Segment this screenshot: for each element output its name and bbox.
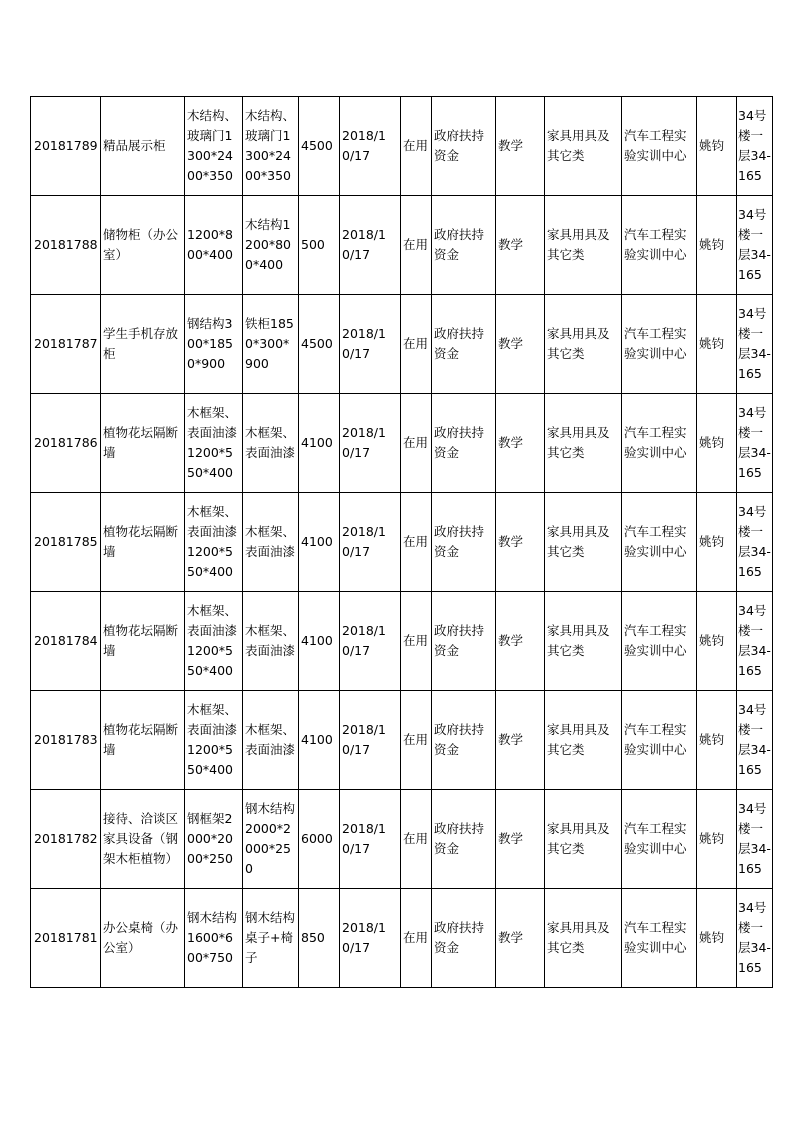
department-cell: 汽车工程实验实训中心 bbox=[622, 295, 697, 394]
custodian-cell: 姚钧 bbox=[697, 394, 737, 493]
spec-cell: 木框架、表面油漆1200*550*400 bbox=[185, 493, 243, 592]
location-cell: 34号楼一层34-165 bbox=[737, 196, 773, 295]
asset-name-cell: 植物花坛隔断墙 bbox=[101, 394, 185, 493]
funding-source-cell: 政府扶持资金 bbox=[432, 790, 496, 889]
category-cell: 家具用具及其它类 bbox=[545, 394, 622, 493]
status-cell: 在用 bbox=[401, 790, 432, 889]
custodian-cell: 姚钧 bbox=[697, 592, 737, 691]
price-cell: 4100 bbox=[299, 493, 340, 592]
table-row bbox=[31, 691, 773, 790]
asset-name-cell: 植物花坛隔断墙 bbox=[101, 691, 185, 790]
spec-cell: 木框架、表面油漆1200*550*400 bbox=[185, 592, 243, 691]
asset-name-cell: 接待、洽谈区家具设备（钢架木柜植物） bbox=[101, 790, 185, 889]
price-cell: 4500 bbox=[299, 97, 340, 196]
price-cell: 4100 bbox=[299, 691, 340, 790]
status-cell: 在用 bbox=[401, 889, 432, 988]
location-cell: 34号楼一层34-165 bbox=[737, 493, 773, 592]
funding-source-cell: 政府扶持资金 bbox=[432, 295, 496, 394]
date-cell: 2018/10/17 bbox=[340, 592, 401, 691]
asset-id-cell: 20181785 bbox=[31, 493, 101, 592]
location-cell: 34号楼一层34-165 bbox=[737, 592, 773, 691]
model-cell: 木框架、表面油漆 bbox=[243, 493, 299, 592]
spec-cell: 钢框架2000*2000*250 bbox=[185, 790, 243, 889]
category-cell: 家具用具及其它类 bbox=[545, 196, 622, 295]
department-cell: 汽车工程实验实训中心 bbox=[622, 790, 697, 889]
model-cell: 木框架、表面油漆 bbox=[243, 691, 299, 790]
price-cell: 6000 bbox=[299, 790, 340, 889]
category-cell: 家具用具及其它类 bbox=[545, 97, 622, 196]
spec-cell: 木框架、表面油漆1200*550*400 bbox=[185, 394, 243, 493]
date-cell: 2018/10/17 bbox=[340, 394, 401, 493]
asset-id-cell: 20181786 bbox=[31, 394, 101, 493]
purpose-cell: 教学 bbox=[496, 97, 545, 196]
purpose-cell: 教学 bbox=[496, 394, 545, 493]
model-cell: 木结构、玻璃门1300*2400*350 bbox=[243, 97, 299, 196]
model-cell: 铁柜1850*300*900 bbox=[243, 295, 299, 394]
asset-id-cell: 20181782 bbox=[31, 790, 101, 889]
table-row bbox=[31, 295, 773, 394]
purpose-cell: 教学 bbox=[496, 196, 545, 295]
funding-source-cell: 政府扶持资金 bbox=[432, 394, 496, 493]
asset-name-cell: 办公桌椅（办公室） bbox=[101, 889, 185, 988]
location-cell: 34号楼一层34-165 bbox=[737, 790, 773, 889]
purpose-cell: 教学 bbox=[496, 889, 545, 988]
category-cell: 家具用具及其它类 bbox=[545, 592, 622, 691]
department-cell: 汽车工程实验实训中心 bbox=[622, 97, 697, 196]
price-cell: 4100 bbox=[299, 592, 340, 691]
department-cell: 汽车工程实验实训中心 bbox=[622, 394, 697, 493]
status-cell: 在用 bbox=[401, 493, 432, 592]
date-cell: 2018/10/17 bbox=[340, 493, 401, 592]
asset-id-cell: 20181783 bbox=[31, 691, 101, 790]
department-cell: 汽车工程实验实训中心 bbox=[622, 592, 697, 691]
asset-inventory-table bbox=[30, 96, 773, 988]
spec-cell: 木结构、玻璃门1300*2400*350 bbox=[185, 97, 243, 196]
table-row bbox=[31, 889, 773, 988]
funding-source-cell: 政府扶持资金 bbox=[432, 196, 496, 295]
spec-cell: 钢木结构1600*600*750 bbox=[185, 889, 243, 988]
date-cell: 2018/10/17 bbox=[340, 295, 401, 394]
price-cell: 4500 bbox=[299, 295, 340, 394]
asset-id-cell: 20181784 bbox=[31, 592, 101, 691]
model-cell: 木结构1200*800*400 bbox=[243, 196, 299, 295]
purpose-cell: 教学 bbox=[496, 790, 545, 889]
model-cell: 木框架、表面油漆 bbox=[243, 394, 299, 493]
spec-cell: 1200*800*400 bbox=[185, 196, 243, 295]
location-cell: 34号楼一层34-165 bbox=[737, 889, 773, 988]
price-cell: 4100 bbox=[299, 394, 340, 493]
date-cell: 2018/10/17 bbox=[340, 196, 401, 295]
status-cell: 在用 bbox=[401, 97, 432, 196]
table-body bbox=[31, 97, 773, 988]
asset-name-cell: 精品展示柜 bbox=[101, 97, 185, 196]
spec-cell: 钢结构300*1850*900 bbox=[185, 295, 243, 394]
table-row bbox=[31, 493, 773, 592]
table-row bbox=[31, 97, 773, 196]
purpose-cell: 教学 bbox=[496, 691, 545, 790]
status-cell: 在用 bbox=[401, 196, 432, 295]
purpose-cell: 教学 bbox=[496, 493, 545, 592]
spec-cell: 木框架、表面油漆1200*550*400 bbox=[185, 691, 243, 790]
asset-name-cell: 植物花坛隔断墙 bbox=[101, 592, 185, 691]
category-cell: 家具用具及其它类 bbox=[545, 493, 622, 592]
date-cell: 2018/10/17 bbox=[340, 889, 401, 988]
custodian-cell: 姚钧 bbox=[697, 196, 737, 295]
location-cell: 34号楼一层34-165 bbox=[737, 691, 773, 790]
funding-source-cell: 政府扶持资金 bbox=[432, 691, 496, 790]
status-cell: 在用 bbox=[401, 295, 432, 394]
model-cell: 木框架、表面油漆 bbox=[243, 592, 299, 691]
table-row bbox=[31, 592, 773, 691]
department-cell: 汽车工程实验实训中心 bbox=[622, 691, 697, 790]
price-cell: 500 bbox=[299, 196, 340, 295]
table-row bbox=[31, 196, 773, 295]
table-row bbox=[31, 394, 773, 493]
custodian-cell: 姚钧 bbox=[697, 493, 737, 592]
model-cell: 钢木结构2000*2000*250 bbox=[243, 790, 299, 889]
department-cell: 汽车工程实验实训中心 bbox=[622, 889, 697, 988]
funding-source-cell: 政府扶持资金 bbox=[432, 889, 496, 988]
location-cell: 34号楼一层34-165 bbox=[737, 394, 773, 493]
asset-name-cell: 储物柜（办公室） bbox=[101, 196, 185, 295]
custodian-cell: 姚钧 bbox=[697, 889, 737, 988]
asset-id-cell: 20181781 bbox=[31, 889, 101, 988]
funding-source-cell: 政府扶持资金 bbox=[432, 592, 496, 691]
price-cell: 850 bbox=[299, 889, 340, 988]
department-cell: 汽车工程实验实训中心 bbox=[622, 493, 697, 592]
model-cell: 钢木结构桌子+椅子 bbox=[243, 889, 299, 988]
category-cell: 家具用具及其它类 bbox=[545, 295, 622, 394]
custodian-cell: 姚钧 bbox=[697, 97, 737, 196]
purpose-cell: 教学 bbox=[496, 592, 545, 691]
custodian-cell: 姚钧 bbox=[697, 790, 737, 889]
date-cell: 2018/10/17 bbox=[340, 691, 401, 790]
asset-id-cell: 20181788 bbox=[31, 196, 101, 295]
asset-id-cell: 20181789 bbox=[31, 97, 101, 196]
asset-id-cell: 20181787 bbox=[31, 295, 101, 394]
category-cell: 家具用具及其它类 bbox=[545, 691, 622, 790]
department-cell: 汽车工程实验实训中心 bbox=[622, 196, 697, 295]
status-cell: 在用 bbox=[401, 394, 432, 493]
category-cell: 家具用具及其它类 bbox=[545, 790, 622, 889]
asset-name-cell: 植物花坛隔断墙 bbox=[101, 493, 185, 592]
status-cell: 在用 bbox=[401, 592, 432, 691]
date-cell: 2018/10/17 bbox=[340, 97, 401, 196]
table-row bbox=[31, 790, 773, 889]
location-cell: 34号楼一层34-165 bbox=[737, 295, 773, 394]
asset-name-cell: 学生手机存放柜 bbox=[101, 295, 185, 394]
custodian-cell: 姚钧 bbox=[697, 691, 737, 790]
date-cell: 2018/10/17 bbox=[340, 790, 401, 889]
status-cell: 在用 bbox=[401, 691, 432, 790]
location-cell: 34号楼一层34-165 bbox=[737, 97, 773, 196]
custodian-cell: 姚钧 bbox=[697, 295, 737, 394]
funding-source-cell: 政府扶持资金 bbox=[432, 493, 496, 592]
funding-source-cell: 政府扶持资金 bbox=[432, 97, 496, 196]
purpose-cell: 教学 bbox=[496, 295, 545, 394]
category-cell: 家具用具及其它类 bbox=[545, 889, 622, 988]
